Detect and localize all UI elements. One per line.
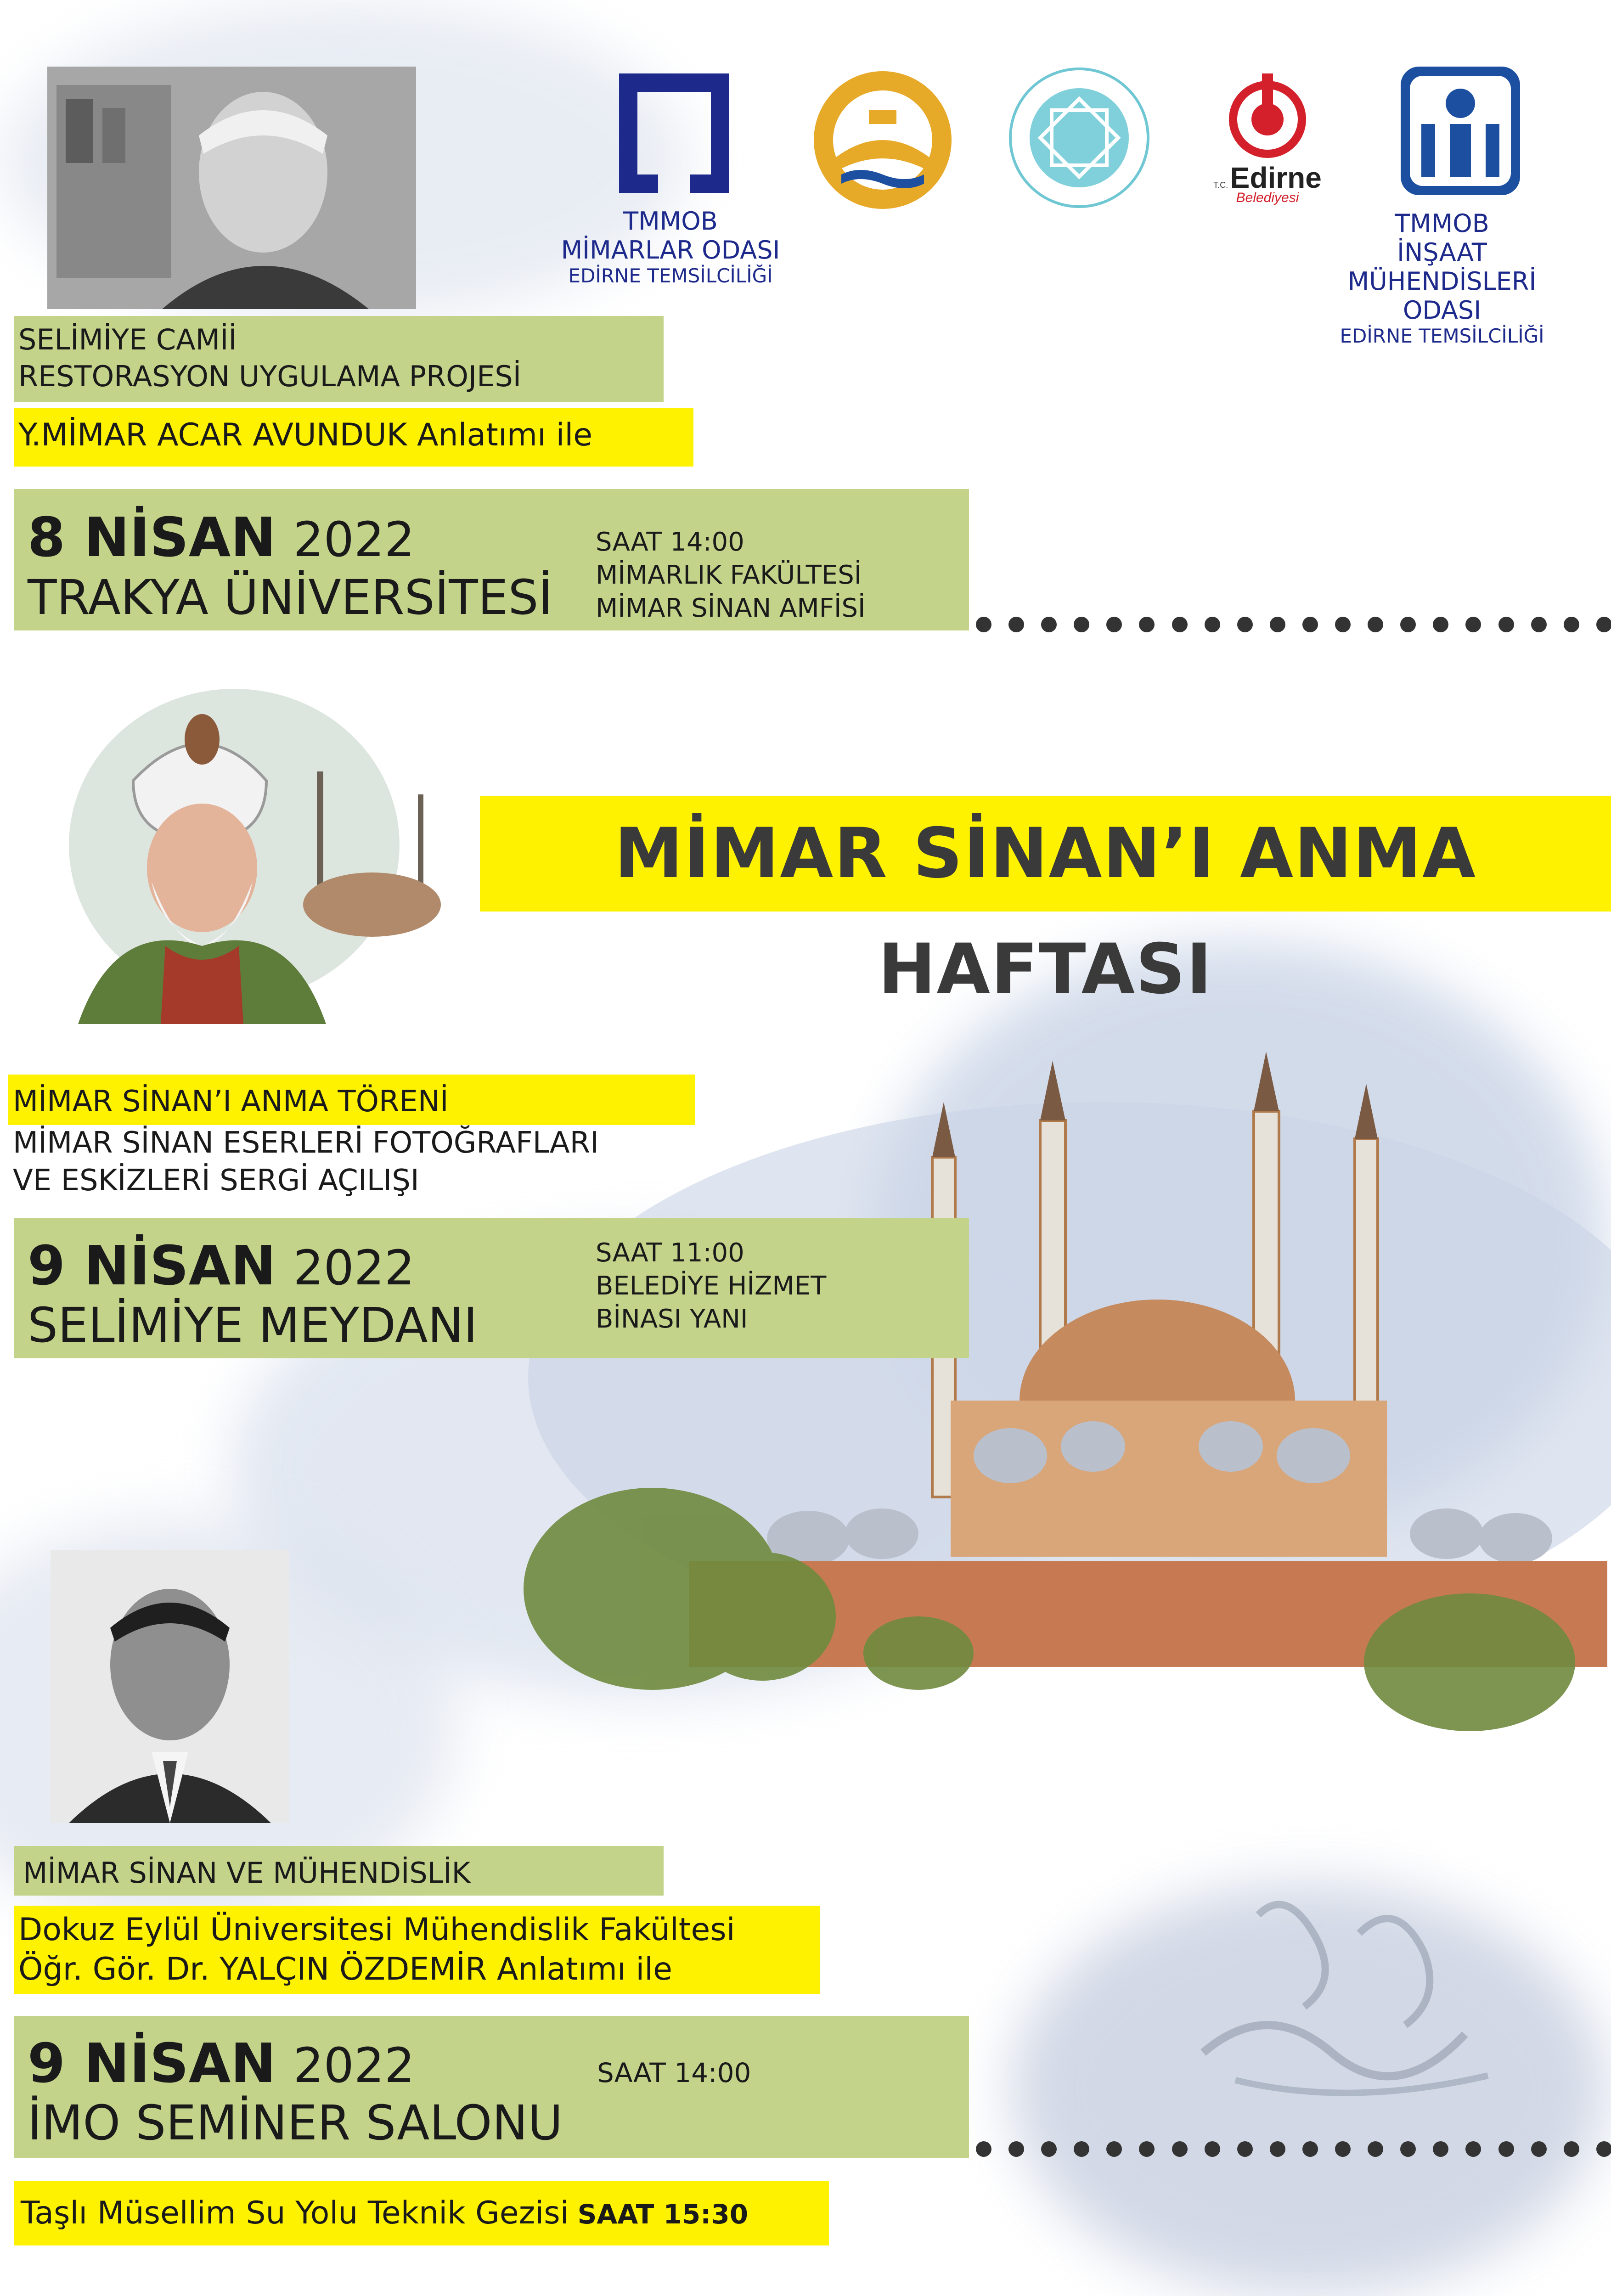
mimarlar-odasi-line3: EDİRNE TEMSİLCİLİĞİ bbox=[568, 264, 773, 287]
event1-speaker-box bbox=[14, 408, 693, 467]
event4-title: Taşlı Müsellim Su Yolu Teknik Gezisi bbox=[21, 2195, 569, 2231]
event1-topic-box bbox=[14, 316, 664, 402]
event2-details bbox=[596, 1237, 826, 1336]
edirne-belediyesi-logo bbox=[1208, 69, 1327, 207]
edirne-name: Edirne bbox=[1230, 161, 1322, 194]
imo-line4: ODASI bbox=[1403, 296, 1481, 325]
event1-topic-line2: RESTORASYON UYGULAMA PROJESİ bbox=[18, 360, 522, 393]
event3-topic: MİMAR SİNAN VE MÜHENDİSLİK bbox=[23, 1856, 471, 1890]
event2-desc bbox=[13, 1124, 599, 1199]
insaat-muhendisleri-logo bbox=[1398, 64, 1522, 197]
imo-line1: TMMOB bbox=[1395, 209, 1489, 238]
event3-date-bold: 9 NİSAN bbox=[28, 2032, 276, 2095]
event2-venue-line2: BİNASI YANI bbox=[596, 1304, 748, 1334]
event2-date-bold: 9 NİSAN bbox=[28, 1234, 276, 1297]
event2-date bbox=[28, 1236, 415, 1298]
event1-venue-line2: MİMAR SİNAN AMFİSİ bbox=[596, 593, 866, 623]
event2-date-box bbox=[14, 1218, 969, 1358]
mimarlar-odasi-icon bbox=[605, 69, 743, 197]
edirne-prefix: T.C. bbox=[1213, 180, 1228, 190]
dotted-divider-2 bbox=[976, 2140, 1611, 2158]
event3-speaker-line2: Öğr. Gör. Dr. YALÇIN ÖZDEMİR Anlatımı ile bbox=[18, 1951, 672, 1987]
event4-text bbox=[21, 2195, 748, 2231]
event2-venue-line1: BELEDİYE HİZMET bbox=[596, 1271, 827, 1301]
speaker-photo-yalcin-ozdemir bbox=[51, 1550, 289, 1823]
mimar-sinan-illustration bbox=[51, 689, 473, 1024]
mimarlar-odasi-line1: TMMOB bbox=[623, 207, 718, 236]
calligraphy-watermark bbox=[1166, 1860, 1543, 2117]
event3-speaker-box bbox=[14, 1906, 820, 1994]
mimarlar-odasi-logo bbox=[605, 69, 743, 197]
event2-time: SAAT 11:00 bbox=[596, 1238, 744, 1268]
trakya-universitesi-icon bbox=[809, 67, 956, 214]
event1-date-bold: 8 NİSAN bbox=[28, 506, 276, 569]
mimarlik-fakultesi-icon bbox=[1006, 64, 1153, 211]
imo-line3: MÜHENDİSLERİ bbox=[1347, 267, 1537, 296]
event1-place: TRAKYA ÜNİVERSİTESİ bbox=[28, 569, 553, 625]
edirne-sub: Belediyesi bbox=[1236, 190, 1299, 205]
event1-details bbox=[596, 526, 866, 625]
imo-line2: İNŞAAT bbox=[1397, 238, 1487, 267]
event1-venue-line1: MİMARLIK FAKÜLTESİ bbox=[596, 560, 862, 590]
portrait-illustration bbox=[47, 67, 416, 309]
edirne-belediyesi-wordmark bbox=[1208, 161, 1327, 206]
event3-date bbox=[28, 2033, 415, 2095]
event2-place: SELİMİYE MEYDANI bbox=[28, 1297, 478, 1353]
event1-time: SAAT 14:00 bbox=[596, 527, 744, 557]
insaat-muhendisleri-caption bbox=[1295, 209, 1589, 347]
event1-date-year: 2022 bbox=[293, 512, 415, 568]
speaker-photo-acar-avunduk bbox=[47, 67, 416, 309]
event3-speaker bbox=[18, 1910, 735, 1989]
insaat-muhendisleri-icon bbox=[1398, 64, 1522, 197]
event4-box bbox=[14, 2181, 829, 2245]
mimar-sinan-portrait bbox=[51, 689, 473, 1024]
imo-line5: EDİRNE TEMSİLCİLİĞİ bbox=[1340, 325, 1544, 347]
event2-title-box bbox=[8, 1075, 695, 1125]
dotted-divider-1 bbox=[976, 615, 1611, 634]
event4-time: SAAT 15:30 bbox=[577, 2199, 749, 2230]
event1-topic-line1: SELİMİYE CAMİİ bbox=[18, 323, 237, 356]
event2-desc-line1: MİMAR SİNAN ESERLERİ FOTOĞRAFLARI bbox=[13, 1126, 599, 1160]
portrait-illustration-2 bbox=[51, 1550, 289, 1823]
event2-desc-line2: VE ESKİZLERİ SERGİ AÇILIŞI bbox=[13, 1164, 419, 1198]
event3-speaker-line1: Dokuz Eylül Üniversitesi Mühendislik Fakültesi bbox=[18, 1912, 735, 1948]
edirne-belediyesi-icon bbox=[1208, 69, 1327, 161]
event1-topic bbox=[18, 321, 521, 395]
event3-date-year: 2022 bbox=[293, 2037, 415, 2093]
event1-speaker: Y.MİMAR ACAR AVUNDUK Anlatımı ile bbox=[18, 417, 593, 453]
event2-title: MİMAR SİNAN’I ANMA TÖRENİ bbox=[13, 1085, 449, 1119]
event1-date-box bbox=[14, 489, 969, 630]
event3-place: İMO SEMİNER SALONU bbox=[28, 2095, 563, 2151]
main-title-box bbox=[480, 796, 1611, 1009]
mimarlik-fakultesi-seal bbox=[1006, 64, 1153, 211]
event3-time: SAAT 14:00 bbox=[597, 2057, 751, 2088]
event1-date bbox=[28, 507, 415, 569]
event3-topic-box bbox=[14, 1846, 664, 1896]
mimarlar-odasi-line2: MİMARLAR ODASI bbox=[561, 236, 780, 264]
event3-date-box bbox=[14, 2016, 969, 2158]
trakya-universitesi-seal bbox=[809, 67, 956, 214]
calligraphy-mark bbox=[1166, 1860, 1543, 2117]
event2-date-year: 2022 bbox=[293, 1240, 415, 1296]
mimarlar-odasi-caption bbox=[524, 207, 817, 287]
main-title: MİMAR SİNAN’I ANMA HAFTASI bbox=[614, 814, 1477, 1009]
